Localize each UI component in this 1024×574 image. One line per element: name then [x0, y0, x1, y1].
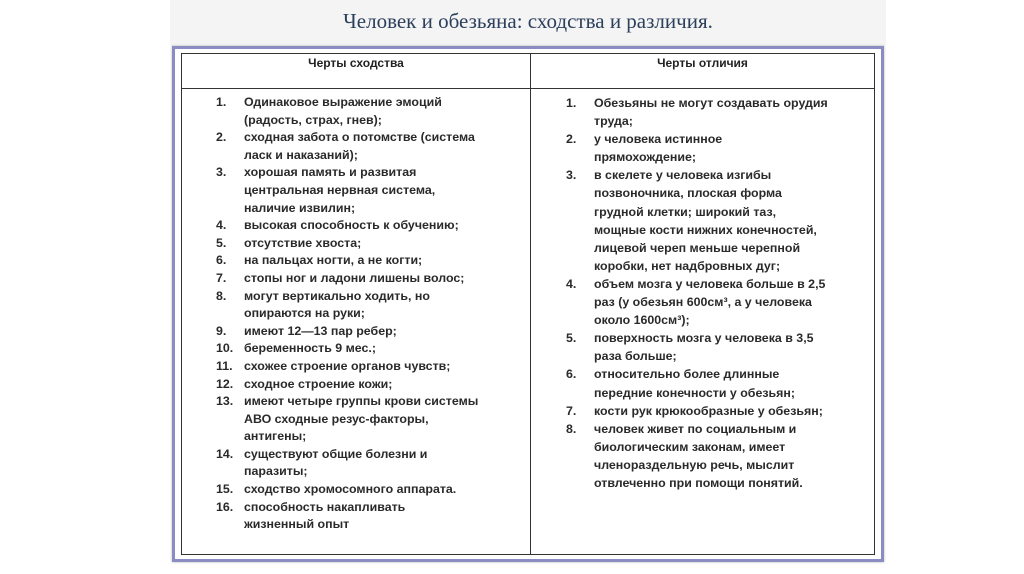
item-number: 10.	[216, 341, 234, 356]
list-item	[216, 129, 478, 164]
item-number: 7.	[566, 403, 577, 418]
item-text: позвоночника, плоская форма	[594, 186, 782, 201]
list-item	[216, 288, 478, 323]
item-text: отсутствие хвоста;	[244, 235, 362, 250]
item-text: кости рук крюкообразные у обезьян;	[594, 403, 823, 418]
item-text: (радость, страх, гнев);	[244, 112, 382, 127]
item-number: 4.	[566, 276, 577, 291]
item-text: ласк и наказаний);	[244, 147, 358, 162]
list-item	[566, 130, 828, 166]
list-item	[216, 499, 478, 534]
item-text: лицевой череп меньше черепной	[594, 240, 801, 255]
item-text: у человека истинное	[594, 132, 723, 147]
item-text: отвлеченно при помощи понятий.	[594, 475, 803, 490]
item-text: членораздельную речь, мыслит	[594, 457, 795, 472]
item-text: грудной клетки; широкий таз,	[594, 204, 777, 219]
item-text: имеют четыре группы крови системы	[244, 394, 479, 409]
item-text: сходное строение кожи;	[244, 376, 393, 391]
list-item	[216, 252, 478, 270]
list-item	[216, 340, 478, 358]
item-text: схожее строение органов чувств;	[244, 358, 451, 373]
item-text: прямохождение;	[594, 150, 697, 165]
list-item	[216, 323, 478, 341]
item-number: 16.	[216, 499, 234, 514]
item-text: сходство хромосомного аппарата.	[244, 482, 457, 497]
item-text: относительно более длинные	[594, 367, 780, 382]
comparison-table	[181, 53, 875, 555]
item-number: 8.	[566, 421, 577, 436]
item-number: 9.	[216, 323, 227, 338]
item-text: передние конечности у обезьян;	[594, 385, 795, 400]
differences-list	[566, 94, 828, 492]
item-text: высокая способность к обучению;	[244, 218, 459, 233]
item-number: 4.	[216, 218, 227, 233]
item-text: сходная забота о потомстве (система	[244, 130, 475, 145]
list-item	[216, 358, 478, 376]
list-item	[216, 270, 478, 288]
item-text: на пальцах ногти, а не когти;	[244, 253, 423, 268]
item-text: человек живет по социальным и	[594, 421, 797, 436]
item-text: антигены;	[244, 429, 307, 444]
list-item	[216, 481, 478, 499]
item-text: объем мозга у человека больше в 2,5	[594, 276, 826, 291]
item-text: поверхность мозга у человека в 3,5	[594, 331, 814, 346]
item-number: 3.	[566, 168, 577, 183]
item-text: имеют 12—13 пар ребер;	[244, 323, 397, 338]
item-text: труда;	[594, 114, 633, 129]
column-divider	[530, 88, 531, 554]
list-item	[216, 217, 478, 235]
list-item	[216, 164, 478, 217]
list-item	[566, 94, 828, 130]
item-number: 13.	[216, 394, 234, 409]
header-differences: Черты отличия	[531, 54, 874, 89]
item-text: Одинаковое выражение эмоций	[244, 95, 442, 109]
item-number: 14.	[216, 446, 234, 461]
item-text: наличие извилин;	[244, 200, 356, 215]
item-text: беременность 9 мес.;	[244, 341, 376, 356]
item-number: 12.	[216, 376, 234, 391]
item-text: коробки, нет надбровных дуг;	[594, 258, 781, 273]
item-text: Обезьяны не могут создавать орудия	[594, 96, 828, 110]
item-number: 5.	[566, 331, 577, 346]
list-item	[216, 235, 478, 253]
item-number: 5.	[216, 235, 227, 250]
item-number: 2.	[566, 132, 577, 147]
item-number: 7.	[216, 270, 227, 285]
item-number: 8.	[216, 288, 227, 303]
item-number: 1.	[216, 95, 227, 109]
item-text: около 1600см³);	[594, 313, 690, 328]
item-text: раз (у обезьян 600см³, а у человека	[594, 295, 812, 310]
item-text: опираются на руки;	[244, 306, 365, 321]
page-title: Человек и обезьяна: сходства и различия.	[343, 9, 713, 33]
list-item	[216, 446, 478, 481]
item-number: 1.	[566, 96, 577, 110]
item-text: способность накапливать	[244, 499, 406, 514]
list-item	[566, 166, 828, 275]
item-text: паразиты;	[244, 464, 308, 479]
list-item	[566, 402, 828, 420]
list-item	[566, 329, 828, 365]
item-number: 6.	[566, 367, 577, 382]
similarities-list	[216, 94, 478, 534]
list-item	[216, 393, 478, 446]
item-text: могут вертикально ходить, но	[244, 288, 430, 303]
item-text: существуют общие болезни и	[244, 446, 428, 461]
item-number: 3.	[216, 165, 227, 180]
item-text: хорошая память и развитая	[244, 165, 417, 180]
item-number: 15.	[216, 482, 234, 497]
item-text: раза больше;	[594, 349, 677, 364]
item-text: стопы ног и ладони лишены волос;	[244, 270, 465, 285]
item-text: биологическим законам, имеет	[594, 439, 786, 454]
item-number: 2.	[216, 130, 227, 145]
item-number: 6.	[216, 253, 227, 268]
item-number: 11.	[216, 358, 233, 373]
list-item	[566, 365, 828, 401]
header-similarities: Черты сходства	[182, 54, 531, 89]
list-item	[216, 376, 478, 394]
list-item	[566, 420, 828, 492]
item-text: жизненный опыт	[244, 517, 350, 532]
list-item	[216, 94, 478, 129]
table-frame	[172, 46, 884, 562]
item-text: АВО сходные резус-факторы,	[244, 411, 429, 426]
item-text: центральная нервная система,	[244, 182, 436, 197]
item-text: в скелете у человека изгибы	[594, 168, 772, 183]
list-item	[566, 275, 828, 329]
item-text: мощные кости нижних конечностей,	[594, 222, 817, 237]
